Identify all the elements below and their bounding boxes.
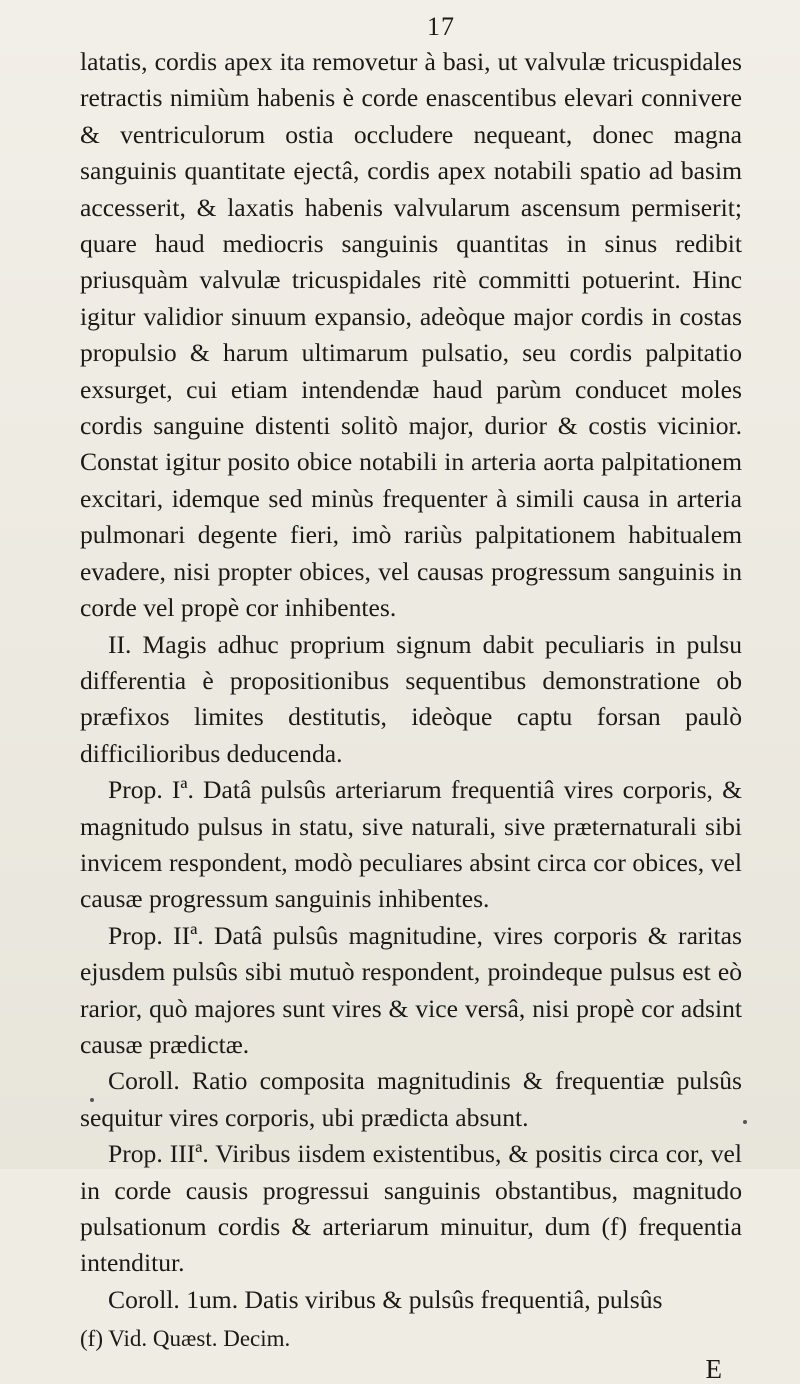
- paragraph-continuation: latatis, cordis apex ita removetur à basi, ut valvulæ tricuspidales retractis nimiùm habenis è corde enascentibus elevari connivere & ventriculorum ostia occludere nequeant, donec magna sanguinis quantitate ejectâ, cordis apex notabili spatio ad basim accesserit, & laxatis habenis valvularum ascensum permiserit; quare haud mediocris sanguinis quantitas in sinus redibit priusquàm valvulæ tricuspidales ritè committi potuerint. Hinc igitur validior sinuum expansio, adeòque major cordis in costas propulsio & harum ultimarum pulsatio, seu cordis palpitatio exsurget, cui etiam intendendæ haud parùm conducet moles cordis sanguine distenti solitò major, durior & costis vicinior. Constat igitur posito obice notabili in arteria aorta palpitationem excitari, idemque sed minùs frequenter à simili causa in arteria pulmonari degente fieri, imò rariùs palpitationem habitualem evadere, nisi propter obices, vel causas progressum sanguinis in corde vel propè cor inhibentes.: [80, 47, 742, 623]
- body-text: [80, 44, 742, 1318]
- paragraph-corollary-1: Coroll. 1um. Datis viribus & pulsûs frequentiâ, pulsûs: [108, 1284, 663, 1314]
- paragraph-corollary: Coroll. Ratio composita magnitudinis & frequentiæ pulsûs sequitur vires corporis, ubi prædicta absunt.: [80, 1066, 742, 1132]
- footnote: (f) Vid. Quæst. Decim.: [80, 1326, 291, 1352]
- paragraph-section-ii: II. Magis adhuc proprium signum dabit peculiaris in pulsu differentia è propositionibus sequentibus demonstratione ob præfixos limites destitutis, ideòque captu forsan paulò difficilioribus deducenda.: [80, 629, 742, 768]
- paragraph-prop-2: Prop. IIª. Datâ pulsûs magnitudine, vires corporis & raritas ejusdem pulsûs sibi mutuò respondent, proindeque pulsus est eò rarior, quò majores sunt vires & vice versâ, nisi propè cor adsint causæ prædictæ.: [80, 920, 742, 1059]
- ink-speck: [743, 1120, 747, 1124]
- signature-mark: E: [705, 1354, 722, 1384]
- paragraph-prop-1: Prop. Iª. Datâ pulsûs arteriarum frequentiâ vires corporis, & magnitudo pulsus in statu, sive naturali, sive præternaturali sibi invicem respondent, modò peculiares absint circa cor obices, vel causæ progressum sanguinis inhibentes.: [80, 775, 742, 914]
- page-number: 17: [427, 12, 455, 41]
- paragraph-prop-3: Prop. IIIª. Viribus iisdem existentibus, & positis circa cor, vel in corde causis progressui sanguinis obstantibus, magnitudo pulsationum cordis & arteriarum minuitur, dum (f) frequentia intenditur.: [80, 1139, 742, 1278]
